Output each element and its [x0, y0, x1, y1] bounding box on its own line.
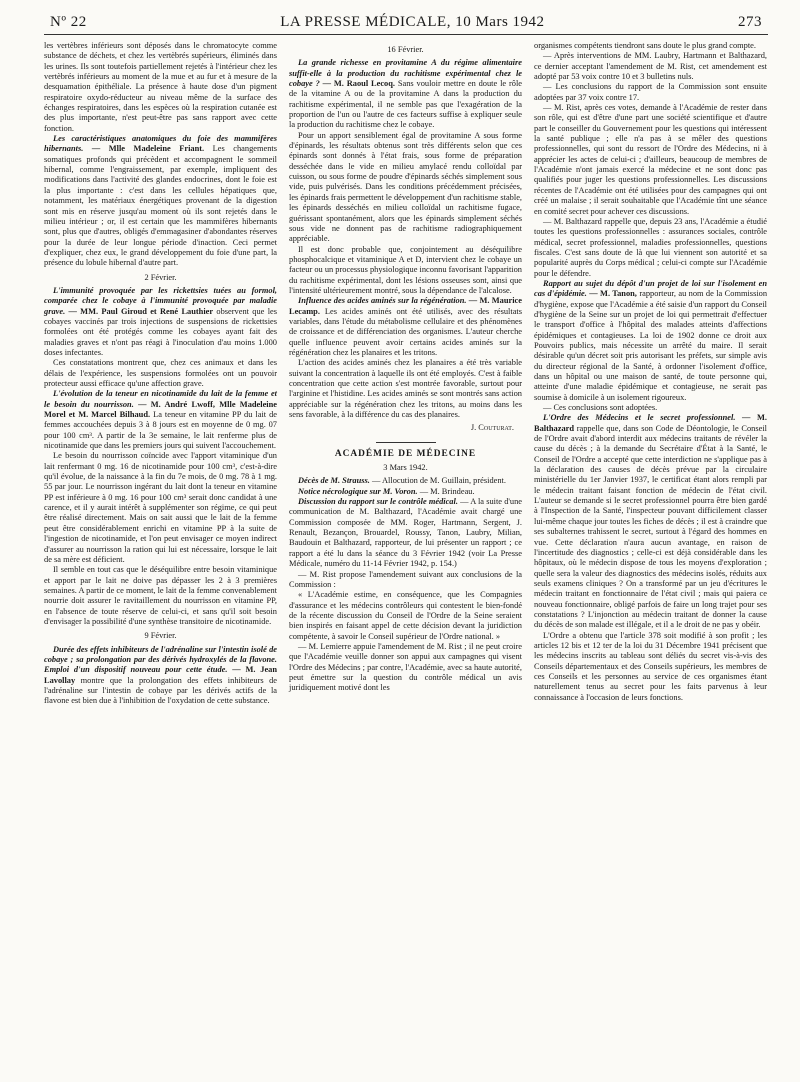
paragraph: Le besoin du nourrisson coïncide avec l'apport vitaminique d'un lait renfermant 0 mg. 16 de nicotinamide pour 100 cm³, c'est-à-dire qu'il évolue, de la naissance à la fin du 7e mois, de 0 mg. 78 à 1 mg. 55 par jour. Le nourrisson ingérant du lait dont la teneur en vitamine PP est inférieure à 0 mg. 16 pour 100 cm³ serait donc candidat à une carence, et il y aurait intérêt à supplémenter son régime, ce qui peut être réalisé directement. Mais on sait aussi que le lait de la femme peut être considérablement enrichi en vitamine PP à la suite de l'ingestion de nicotinamide, et l'on peut envisager ce moyen indirect d'assurer au nourrisson la ration qui lui est nécessaire, lorsque le lait de sa mère est déficient. [44, 451, 277, 564]
article-header [289, 487, 522, 497]
article-body: rapporteur, au nom de la Commission d'hygiène, expose que l'Académie a été saisie d'un rapport du Conseil d'hygiène de la Seine sur un projet de loi qui permettrait d'effectuer le transport d'office à l'hôpital des malades atteints d'affections épidémiques et contagieuses. La loi de 1902 donne ce droit aux Pouvoirs publics, mais nécessite un arrêté du maire. Il serait désirable qu'un décret soit pris autorisant les préfets, sur simple avis du directeur régional de la Santé, à ordonner l'isolement d'office, dans un hôpital ou une maison de santé, de toute personne qui, atteinte d'une maladie épidémique et contagieuse, ne serait pas soumise à domicile à un isolement rigoureux. [534, 289, 768, 402]
session-date: 9 Février. [144, 631, 177, 641]
article-title: L'immunité provoquée par les rickettsies tuées au formol, comparée chez le cobaye à l'immunité provoquée par maladie grave. [44, 285, 277, 316]
issue-number: Nº 22 [50, 14, 87, 30]
article-body: — A la suite d'une communication de M. Balthazard, l'Académie avait chargé une Commission composée de MM. Roger, Hartmann, Sergent, J. Renault, Bezançon, Brouardel, Roussy, Tanon, Laubry, Milian, Baudouin et Balthazard, rapporteur, de lui présenter un rapport ; ce rapport a été lu dans la séance du 3 Février 1942 (voir La Presse Médicale, numéro du 11-14 Février 1942, p. 154.) [289, 497, 522, 569]
paragraph: — Les conclusions du rapport de la Commission sont ensuite adoptées par 37 voix contre 17. [534, 82, 767, 102]
paragraph: L'Ordre a obtenu que l'article 378 soit modifié à son profit ; les articles 12 bis et 12 ter de la loi du 31 Décembre 1941 précisent que les médecins inscrits au tableau sont déliés du secret vis-à-vis des Conseils départementaux et des Conseils supérieurs, les membres de ces Conseils et les personnes au service de ces organismes étant naturellement tenus au secret pour les faits parvenus à leur connaissance à l'occasion de leurs fonctions. [534, 630, 767, 702]
article-header [44, 389, 277, 451]
article-author: — MM. Paul Giroud et René Lauthier [68, 306, 214, 316]
paragraph: Pour un apport sensiblement égal de provitamine A sous forme d'épinards, les résultats obtenus sont très différents selon que ces épinards sont donnés à l'état frais, sous forme de préparation desséchée dans le vide en milieu amylacé rendu colloïdal par cuisson, ou sous forme de poudre d'épinards séchés simplement sous vide, puis pulvérisés. Dans les conditions précédemment précisées, les épinards frais permettent le développement d'un rachitisme stable, les épinards desséchés en milieu colloïdal un rachitisme fugace, guérissant spontanément, alors que les épinards simplement séchés sous vide ne donnent pas de rachitisme radiographiquement appréciable. [289, 130, 522, 244]
paragraph: — Ces conclusions sont adoptées. [543, 403, 658, 413]
article-header [289, 497, 522, 569]
paragraph: organismes compétents tiendront sans doute le plus grand compte. [534, 41, 756, 50]
article-header [44, 134, 277, 268]
article-body: — Allocution de M. Guillain, président. [371, 476, 506, 486]
article-author: — M. Raoul Lecoq. [322, 79, 395, 89]
session-date: 16 Février. [387, 45, 424, 54]
article-author: — M. Maurice Lecamp. [289, 296, 522, 316]
article-body: — M. Brindeau. [419, 486, 475, 496]
paragraph: — M. Rist, après ces votes, demande à l'Académie de rester dans son rôle, qui est d'être d'une part une société scientifique et d'autre part le conseiller du Gouvernement pour les questions qui intéressent la santé publique ; elle n'a pas à se mêler des questions professionnelles, qui sont du ressort de l'Ordre des Médecins, ni à apprécier les actes de celui-ci ; d'ailleurs, beaucoup de membres de l'Académie n'ont jamais exercé la médecine et ne sont donc pas qualifiés pour juger les questions professionnelles. Les discussions récentes de l'Académie ont été utilisées pour des campagnes qui ont créé un malaise ; il serait souhaitable que l'Académie tînt une séance en comité secret pour achever ces discussions. [534, 103, 767, 216]
article-header [289, 476, 522, 486]
masthead [44, 14, 768, 35]
article-author: — M. Tanon, [589, 289, 637, 299]
paragraph: Il semble en tout cas que le déséquilibre entre besoin vitaminique et apport par le lait ne doive pas dépasser les 2 à 3 premières semaines. A partir de ce moment, le lait de la femme convenablement nourrie doit assurer le ravitaillement du nourrisson en vitamine PP, en l'absence de toute réserve de celui-ci, et sans qu'il soit besoin d'envisager la possibilité d'une synthèse transitoire de nicotinamide. [44, 565, 277, 626]
article-author: — Mlle Madeleine Friant. [91, 144, 205, 154]
section-title: ACADÉMIE DE MÉDECINE [334, 448, 477, 459]
article-title: Les caractéristiques anatomiques du foie des mammifères hibernants. [44, 134, 277, 154]
paragraph: — M. Balthazard rappelle que, depuis 23 ans, l'Académie a étudié toutes les questions professionnelles : assurances sociales, contrôle médical, secret professionnel, maladies professionnelles, questions fiscales. C'est sans doute de là que lui viennent son autorité et sa popularité auprès du Corps médical ; celui-ci compte sur l'Académie pour le défendre. [534, 216, 767, 278]
article-title: Durée des effets inhibiteurs de l'adrénaline sur l'intestin isolé de cobaye ; sa prolongation par des dérivés hydroxylés de la flavone. Emploi d'un dispositif nouveau pour cette étude. [44, 644, 277, 675]
article-header [44, 645, 277, 707]
article-title: L'Ordre des Médecins et le secret professionnel. [543, 413, 736, 423]
article-title: Influence des acides aminés sur la régénération. [298, 296, 467, 306]
article-title: L'évolution de la teneur en nicotinamide du lait de la femme et le besoin du nourrisson. [44, 389, 277, 409]
column-2 [289, 41, 522, 707]
article-body: Les changements somatiques profonds qui précèdent et accompagnent le sommeil hibernal, comme l'engraissement, par exemple, impliquent des modifications dans l'activité des glandes endocrines, dont le foie est la plus importante : c'est dans les cellules hépatiques que, notamment, les matériaux énergétiques provenant de la digestion sont mis en réserve jusqu'au moment où ils sont rejetés dans le milieu intérieur ; or, il est certain que les mammifères hibernants sont, plus que d'autres, obligés d'emmagasiner d'abondantes réserves pour la durée de leur longue période d'inaction. Ceci permet d'expliquer, chez eux, le grand développement du foie d'une part, la présence du lobule hibernal d'autre part. [44, 144, 277, 268]
article-header [44, 286, 277, 358]
paragraph: Il est donc probable que, conjointement au déséquilibre phosphocalcique et vitaminique A et D, intervient chez le cobaye un facteur ou un processus physiologique inconnu favorisant l'apparition du rachitisme expérimental, dont les lésions osseuses sont, ainsi que l'intensité ultérieurement montré, sous la dépendance de l'alcalose. [289, 244, 522, 295]
article-header [534, 413, 767, 630]
article-body: montre que la prolongation des effets inhibiteurs de l'adrénaline sur l'intestin de cobaye par les dérivés actifs de la flavone est bien due à l'inhibition de l'oxydation de cette substance. [44, 675, 278, 706]
article-title: Discussion du rapport sur le contrôle médical. [298, 497, 458, 507]
session-date: 2 Février. [144, 272, 177, 282]
paragraph: — M. Lemierre appuie l'amendement de M. Rist ; il ne peut croire que l'Académie veuille donner son appui aux campagnes qui visent l'Ordre des Médecins ; par contre, l'Académie, avec sa haute autorité, peut émettre sur la question du contrôle médical un avis juridiquement motivé dont les [289, 641, 522, 693]
article-body: Les acides aminés ont été utilisés, avec des résultats variables, dans l'étude du métabolisme cellulaire et des phénomènes de croissance et de différenciation des organismes. L'auteur cherche quelle influence peuvent avoir certains acides aminés sur la régénération chez les planaires et les tritons. [289, 306, 522, 357]
article-title: Décès de M. Strauss. [298, 476, 370, 486]
page-number: 273 [737, 14, 762, 30]
article-title: Notice nécrologique sur M. Voron. [298, 486, 418, 496]
article-title: La grande richesse en provitamine A du régime alimentaire suffit-elle à la production du rachitisme expérimental chez le cobaye ? [289, 58, 522, 89]
column-3 [534, 41, 767, 707]
column-1 [44, 41, 277, 707]
paragraph: les vertèbres inférieurs sont déposés dans le chromatocyte comme substance de déchets, et chez les vertèbrés supérieurs, éliminés dans les urines. Ils sont toutefois partiellement rejetés à l'intérieur chez les vertèbrés inférieurs au moment de la mue et au fur et à mesure de la desquamation épithéliale. La présence à haute dose d'un pigment respiratoire oxydo-réducteur au niveau même de la surface des échanges respiratoires, dans les espèces où la respiration cutanée est des plus importante, n'est peut-être pas sans rapport avec cette fonction. [44, 41, 277, 133]
signature: J. Couturat. [470, 423, 514, 433]
paragraph: L'action des acides aminés chez les planaires a été très variable suivant la concentration à laquelle ils ont été employés. C'est à faible concentration que cette action s'est montrée favorable, surtout pour l'arginine et l'histidine. Les acides aminés se sont montrés sans action appréciable sur la régénération chez les tritons, au moins dans les sens favorable, à la différence du cas des planaires. [289, 358, 522, 420]
session-date: 3 Mars 1942. [383, 463, 428, 473]
article-author: — M. André Lwoff, Mlle Madeleine Morel et M. Marcel Bilhaud. [44, 399, 278, 420]
article-header [534, 279, 767, 403]
article-title: Rapport au sujet du dépôt d'un projet de loi sur l'isolement en cas d'épidémie. [534, 278, 767, 299]
paragraph: — Après interventions de MM. Laubry, Hartmann et Balthazard, ce dernier acceptant l'amendement de M. Rist, cet amendement est adopté par 53 voix contre 10 et 3 bulletins nuls. [534, 51, 767, 82]
text-columns [44, 41, 768, 707]
paragraph: Ces constatations montrent que, chez ces animaux et dans les délais de l'expérience, les suspensions formolées ont un pouvoir protecteur aussi efficace qu'une affection grave. [44, 358, 277, 388]
article-body: Sans vouloir mettre en doute le rôle de la vitamine A ou de la provitamine A dans la production du rachitisme expérimental, il ne semble pas que l'exagération de la proportion de l'un ou l'autre de ces facteurs suffise à expliquer seule la production du rachitisme chez le cobaye. [289, 79, 523, 130]
article-header [289, 296, 522, 358]
paragraph: « L'Académie estime, en conséquence, que les Compagnies d'assurance et les médecins contrôleurs qui contestent le bien-fondé de la récente discussion du Conseil de l'Ordre de la Seine seraient bien inspirés en faisant appel de cette décision devant la juridiction compétente, à savoir le Conseil supérieur de l'Ordre national. » [289, 590, 522, 641]
article-body: rappelle que, dans son Code de Déontologie, le Conseil de l'Ordre avait d'abord interdit aux médecins traitants de révéler la cause du décès ; à la demande du Secrétaire d'État à la Santé, le Conseil de l'Ordre a accepté que cette interdiction ne s'applique pas à la déclaration des causes de décès prévue par la circulaire ministérielle du 1er Janvier 1937, le certificat étant alors rempli par le médecin traitant faisant fonction de médecin de l'état civil. L'auteur se demande si le secret professionnel pourra être bien gardé à l'Inspection de la Santé, l'inspecteur pouvant difficilement classer lui-même chaque jour toutes les fiches de décès ; il est à craindre que ses subalternes trahissent le secret, surtout à l'égard des hommes en vue. Cette déclaration n'aura aucun avantage, en raison de l'incertitude des diagnostics ; celle-ci est déjà considérable dans les hôpitaux, où le médecin dispose de tous les moyens d'exploration ; quelle sera la valeur des diagnostics des médecins isolés, réduits aux seuls examens cliniques ? On a transformé par un jeu d'écritures le médecin traitant en fonctionnaire de l'état civil ; mais qui paiera ce nouveau fonctionnaire, obligé parfois de faire un long trajet pour ses constatations ? L'injonction au médecin traitant de donner la cause du décès de son malade est illégale, et il a le droit de ne pas y obéir. [534, 423, 768, 630]
article-author: — M. Balthazard [534, 413, 768, 433]
section-divider [376, 442, 436, 443]
article-header [289, 58, 522, 130]
journal-title-date: LA PRESSE MÉDICALE, 10 Mars 1942 [280, 14, 545, 30]
article-body: La teneur en vitamine PP du lait de femmes accouchées depuis 3 à 8 jours est en moyenne de 0 mg. 07 pour 100 cm³. A partir de la 3e semaine, le lait renferme plus de nicotinamide que dans les premiers jours qui suivent l'accouchement. [44, 410, 278, 451]
paragraph: — M. Rist propose l'amendement suivant aux conclusions de la Commission : [289, 569, 522, 589]
article-author: — M. Jean Lavollay [44, 665, 278, 685]
article-body: observent que les cobayes vaccinés par trois injections de suspensions de rickettsies formolées ont été protégés comme les cobayes ayant fait des maladies graves et n'ont pas réagi à l'inoculation d'au moins 1.000 doses infectantes. [44, 306, 277, 357]
